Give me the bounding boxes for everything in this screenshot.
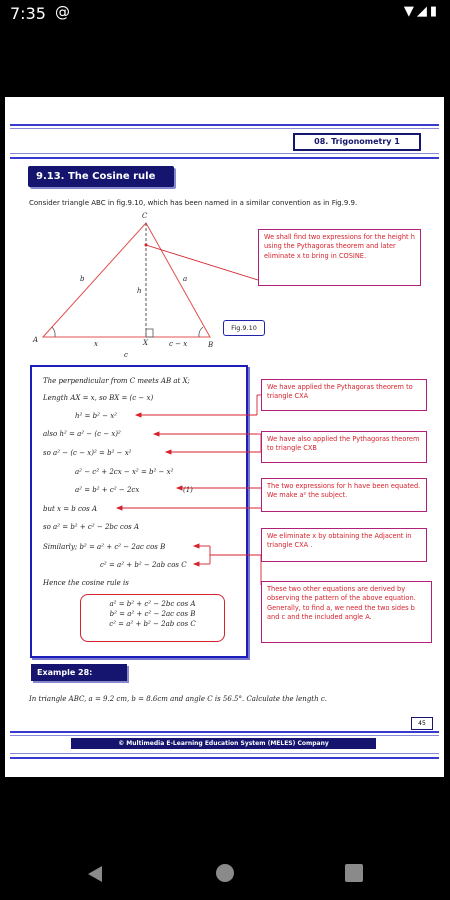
note-eliminate-x: We eliminate x by obtaining the Adjacent in triangle CXA . (261, 528, 427, 562)
page-number: 45 (411, 717, 433, 730)
home-icon[interactable] (216, 864, 234, 882)
height-label: h (137, 287, 142, 295)
footer-rule-thick (10, 757, 439, 759)
note-height: We shall find two expressions for the height h using the Pythagoras theorem and later eliminate x to bring in COSINE. (258, 229, 421, 286)
footer-rule (10, 753, 439, 754)
signal-wifi-battery-icons: ▼◢▮ (403, 4, 440, 19)
vertex-c: C (142, 212, 148, 220)
deriv-line-6: a² − c² + 2cx − x² = b² − x² (75, 468, 174, 476)
vertex-a: A (33, 336, 39, 344)
deriv-line-12: Hence the cosine rule is (43, 579, 129, 587)
result-line-1: a² = b² + c² − 2bc cos A (109, 600, 196, 608)
status-bar (0, 0, 450, 28)
figure-label: Fig.9.10 (223, 320, 265, 336)
seg-cx-label: c − x (169, 340, 188, 348)
document-page[interactable] (5, 97, 444, 777)
section-intro: Consider triangle ABC in fig.9.10, which has been named in a similar convention as in Fig.9.9. (29, 199, 358, 207)
side-b-label: b (80, 275, 85, 283)
note-other-equations: These two other equations are derived by observing the pattern of the above equation. Generally, to find a, we need the two sides b and c and the included angle A. (261, 581, 432, 643)
equation-number: (1) (183, 486, 193, 494)
bottom-rule (10, 731, 439, 733)
deriv-line-3: h² = b² − x² (75, 412, 117, 420)
deriv-line-10: Similarly; b² = a² + c² − 2ac cos B (43, 543, 166, 551)
side-a-label: a (183, 275, 188, 283)
base-c-label: c (124, 351, 128, 359)
deriv-line-1: The perpendicular from C meets AB at X; (43, 377, 190, 385)
example-title: Example 28: (31, 664, 127, 681)
footer-copyright: © Multimedia E-Learning Education System (MELES) Company (71, 738, 376, 749)
clock: 7:35 (10, 4, 46, 23)
bottom-rule-thin (10, 735, 439, 736)
deriv-line-2: Length AX = x, so BX = (c − x) (43, 394, 154, 402)
deriv-line-9: so a² = b² + c² − 2bc cos A (43, 523, 140, 531)
deriv-line-7: a² = b² + c² − 2cx (75, 486, 140, 494)
deriv-line-8: but x = b cos A (43, 505, 98, 513)
chapter-tag: 08. Trigonometry 1 (293, 133, 421, 151)
note-pythagoras-cxa: We have applied the Pythagoras theorem to triangle CXA (261, 379, 427, 411)
result-line-3: c² = a² + b² − 2ab cos C (109, 620, 196, 628)
seg-x-label: x (94, 340, 98, 348)
at-sign-icon: @ (55, 3, 70, 21)
result-line-2: b² = a² + c² − 2ac cos B (109, 610, 196, 618)
section-title: 9.13. The Cosine rule (28, 166, 174, 187)
note-equate: The two expressions for h have been equated. We make a² the subject. (261, 478, 427, 512)
recent-apps-icon[interactable] (345, 864, 363, 882)
back-icon[interactable] (88, 866, 102, 882)
example-text: In triangle ABC, a = 9.2 cm, b = 8.6cm and angle C is 56.5°. Calculate the length c. (29, 695, 327, 703)
foot-x: X (143, 339, 148, 347)
note-pythagoras-cxb: We have also applied the Pythagoras theorem to triangle CXB (261, 431, 427, 463)
deriv-line-4: also h² = a² − (c − x)² (43, 430, 121, 438)
deriv-line-5: so a² − (c − x)² = b² − x² (43, 449, 132, 457)
deriv-line-11: c² = a² + b² − 2ab cos C (100, 561, 187, 569)
vertex-b: B (208, 341, 214, 349)
